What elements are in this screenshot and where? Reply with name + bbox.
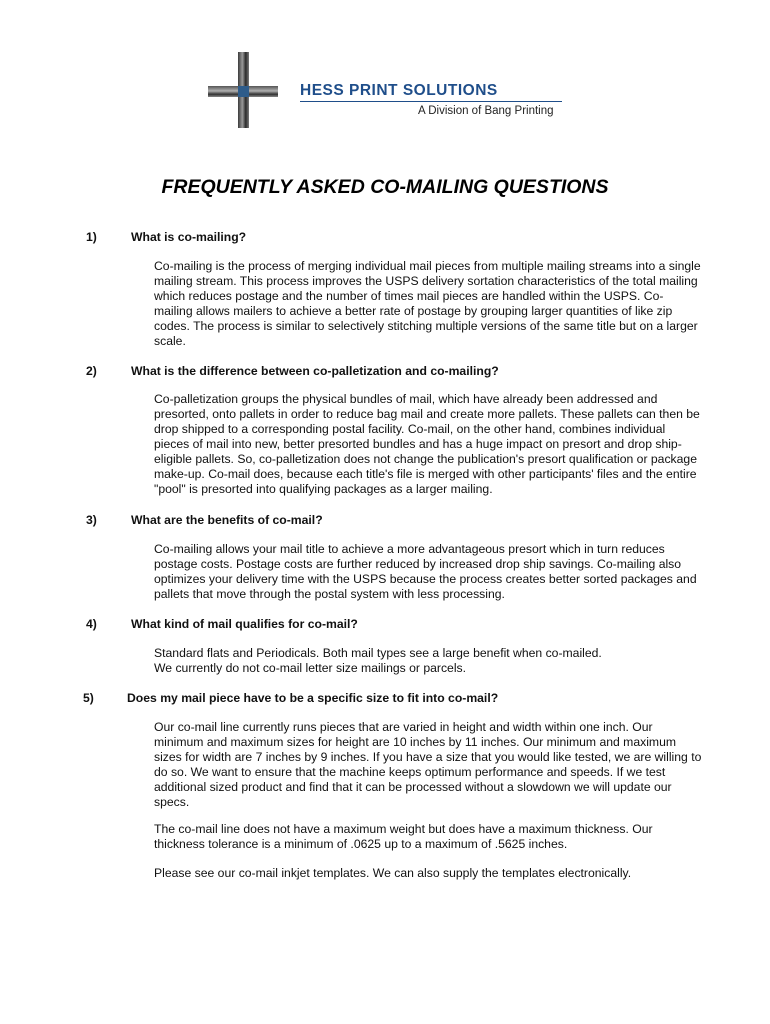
question-text: What kind of mail qualifies for co-mail?: [131, 617, 358, 631]
page-title: FREQUENTLY ASKED CO-MAILING QUESTIONS: [161, 176, 609, 198]
brand-name: HESS PRINT SOLUTIONS: [300, 82, 498, 99]
question-number: 2): [86, 364, 97, 378]
answer-paragraph: Standard flats and Periodicals. Both mail types see a large benefit when co-mailed.: [154, 646, 602, 660]
question-text: What is co-mailing?: [131, 230, 247, 244]
brand-divider: [300, 101, 562, 102]
question-text: What is the difference between co-palletization and co-mailing?: [131, 364, 499, 378]
question-text: Does my mail piece have to be a specific size to fit into co-mail?: [127, 691, 499, 705]
question-number: 4): [86, 617, 97, 631]
question-number: 5): [83, 691, 94, 705]
division-text: A Division of Bang Printing: [418, 105, 554, 117]
question-text: What are the benefits of co-mail?: [131, 513, 323, 527]
question-number: 1): [86, 230, 97, 244]
cross-logo-center: [238, 86, 249, 97]
answer-paragraph: Our co-mail line currently runs pieces that are varied in height and width within one inch. Our minimum and maximum sizes for height are 10 inches by 11 inches. Our minimum and maximum sizes for width are 7 inches by 9 inches. If you have a size that you would like tested, we are willing to do so. We want to ensure that the machine keeps optimum performance and speeds. If we test additional sized product and find that it can be processed without a slowdown we will update our specs.: [154, 720, 702, 809]
answer-paragraph: Please see our co-mail inkjet templates. We can also supply the templates electronically.: [154, 866, 632, 880]
answer-paragraph: Co-mailing is the process of merging individual mail pieces from multiple mailing streams into a single mailing stream. This process improves the USPS delivery sortation characteristics of the total mailing which reduces postage and the number of times mail pieces are handled within the USPS. Co-mailing allows mailers to achieve a better rate of postage by grouping larger quantities of like zip codes. The process is similar to selectively stitching multiple versions of the same title but on a larger scale.: [154, 259, 701, 348]
answer-paragraph: Co-palletization groups the physical bundles of mail, which have already been addressed and presorted, onto pallets in order to reduce bag mail and create more pallets. These pallets can then be drop shipped to a corresponding postal facility. Co-mail, on the other hand, combines individual pieces of mail into new, better presorted bundles and has a huge impact on presort and drop ship-eligible pallets. So, co-palletization does not change the publication's presort qualification or package make-up. Co-mail does, because each title's file is merged with other participants' files and the entire "pool" is presorted into qualifying packages as a larger mailing.: [154, 392, 700, 496]
answer-paragraph: The co-mail line does not have a maximum weight but does have a maximum thickness. Our thickness tolerance is a minimum of .0625 up to a maximum of .5625 inches.: [154, 822, 653, 851]
answer-paragraph: Co-mailing allows your mail title to achieve a more advantageous presort which in turn reduces postage costs. Postage costs are further reduced by increased drop ship savings. Co-mailing also optimizes your delivery time with the USPS because the process creates better sorted packages and pallets that move through the postal system with less processing.: [154, 542, 697, 601]
company-logo: [208, 52, 568, 132]
answer-paragraph: We currently do not co-mail letter size mailings or parcels.: [154, 661, 467, 675]
question-number: 3): [86, 513, 97, 527]
